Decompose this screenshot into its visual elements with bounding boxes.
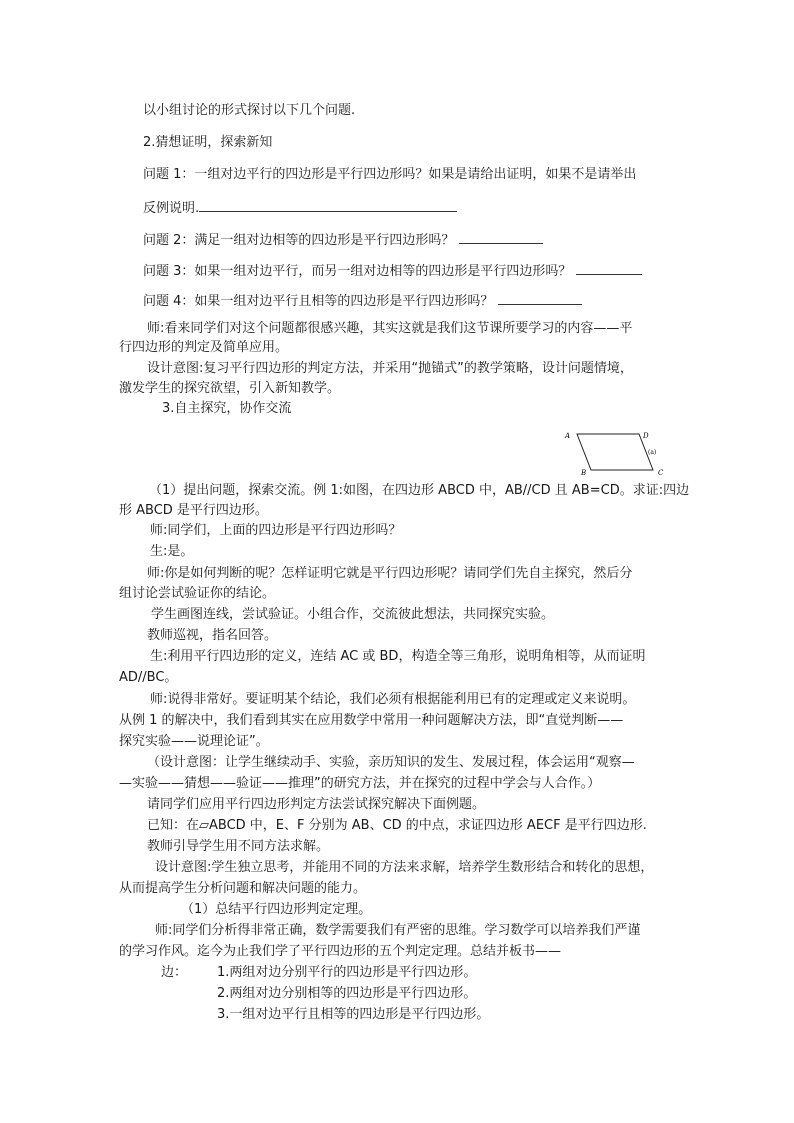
student-answer-2a: 生:利用平行四边形的定义，连结 AC 或 BD，构造全等三角形，说明角相等，从而证明 — [150, 649, 646, 664]
teacher-summary-c: 探究实验——说理论证”。 — [119, 734, 269, 749]
answer-blank — [576, 261, 642, 275]
teacher-question-1: 师:同学们，上面的四边形是平行四边形吗？ — [150, 523, 402, 538]
teacher-activity: 教师巡视，指名回答。 — [147, 628, 278, 643]
vertex-label-d: D — [643, 432, 649, 440]
application-prompt: 请同学们应用平行四边形判定方法尝试探究解决下面例题。 — [147, 797, 486, 812]
teacher-summary-a: 师:说得非常好。要证明某个结论，我们必须有根据能利用已有的定理或定义来说明。 — [150, 692, 636, 707]
question-1-line-a: 问题 1：一组对边平行的四边形是平行四边形吗？如果是请给出证明，如果不是请举出 — [143, 167, 637, 182]
design-intent-3a: 设计意图:学生独立思考，并能用不同的方法来求解，培养学生数形结合和转化的思想， — [155, 860, 654, 875]
teacher-summary-2b: 的学习作风。迄今为止我们学了平行四边形的五个判定定理。总结并板书—— — [119, 944, 562, 959]
given-problem: 已知：在▱ABCD 中，E、F 分别为 AB、CD 的中点，求证四边形 AECF 是平行四边形. — [147, 818, 647, 833]
summary-heading: （1）总结平行四边形判定定理。 — [181, 902, 372, 917]
vertex-label-c: C — [658, 469, 664, 476]
design-intent-1a: 设计意图:复习平行四边形的判定方法，并采用“抛锚式”的教学策略，设计问题情境， — [147, 361, 633, 376]
theorem-1: 1.两组对边分别平行的四边形是平行四边形。 — [217, 965, 477, 980]
student-answer-2b: AD//BC。 — [119, 670, 178, 685]
question-4-text: 问题 4：如果一组对边平行且相等的四边形是平行四边形吗？ — [143, 294, 494, 309]
section-heading-3: 3.自主探究，协作交流 — [162, 401, 292, 416]
question-3 — [143, 261, 642, 281]
answer-blank — [459, 230, 543, 244]
teacher-question-2b: 组讨论尝试验证你的结论。 — [119, 586, 276, 601]
figure-caption: (a) — [648, 449, 657, 456]
question-2 — [143, 230, 543, 250]
design-intent-3b: 从而提高学生分析问题和解决问题的能力。 — [119, 881, 367, 896]
vertex-label-b: B — [581, 469, 587, 476]
question-2-text: 问题 2：满足一组对边相等的四边形是平行四边形吗？ — [143, 233, 455, 248]
edge-label: 边： — [161, 965, 188, 980]
design-intent-2b: —实验——猜想——验证——推理”的研究方法，并在探究的过程中学会与人合作。） — [119, 776, 601, 791]
parallelogram-shape — [577, 434, 653, 470]
question-3-text: 问题 3：如果一组对边平行，而另一组对边相等的四边形是平行四边形吗？ — [143, 264, 572, 279]
teacher-guidance: 教师引导学生用不同方法求解。 — [147, 839, 330, 854]
parallelogram-figure — [563, 428, 671, 476]
student-answer-1: 生:是。 — [150, 544, 194, 559]
question-1-line-b — [143, 198, 457, 218]
vertex-label-a: A — [565, 432, 571, 440]
answer-blank — [498, 291, 582, 305]
section-heading-2: 2.猜想证明，探索新知 — [143, 135, 273, 150]
teacher-remark-1a: 师:看来同学们对这个问题都很感兴趣，其实这就是我们这节课所要学习的内容——平 — [147, 321, 633, 336]
teacher-remark-1b: 行四边形的判定及简单应用。 — [119, 340, 289, 355]
theorem-3: 3.一组对边平行且相等的四边形是平行四边形。 — [217, 1007, 490, 1022]
design-intent-1b: 激发学生的探究欲望，引入新知教学。 — [119, 381, 341, 396]
example-1a: （1）提出问题，探索交流。例 1:如图，在四边形 ABCD 中，AB//CD 且 AB=CD。求证:四边 — [149, 483, 690, 498]
line-1: 以小组讨论的形式探讨以下几个问题. — [143, 103, 356, 118]
question-4 — [143, 291, 582, 311]
question-1-text-b: 反例说明. — [143, 201, 200, 216]
answer-blank — [199, 198, 457, 212]
teacher-summary-b: 从例 1 的解决中，我们看到其实在应用数学中常用一种问题解决方法，即“直觉判断—— — [119, 713, 624, 728]
example-1b: 形 ABCD 是平行四边形。 — [119, 503, 268, 518]
student-activity: 学生画图连线，尝试验证。小组合作，交流彼此想法，共同探究实验。 — [151, 607, 555, 622]
teacher-question-2a: 师:你是如何判断的呢？怎样证明它就是平行四边形呢？请同学们先自主探究，然后分 — [147, 566, 633, 581]
teacher-summary-2a: 师:同学们分析得非常正确，数学需要我们有严密的思维。学习数学可以培养我们严谨 — [155, 923, 641, 938]
theorem-2: 2.两组对边分别相等的四边形是平行四边形。 — [217, 986, 477, 1001]
design-intent-2a: （设计意图：让学生继续动手、实验，亲历知识的发生、发展过程，体会运用“观察— — [147, 755, 635, 770]
